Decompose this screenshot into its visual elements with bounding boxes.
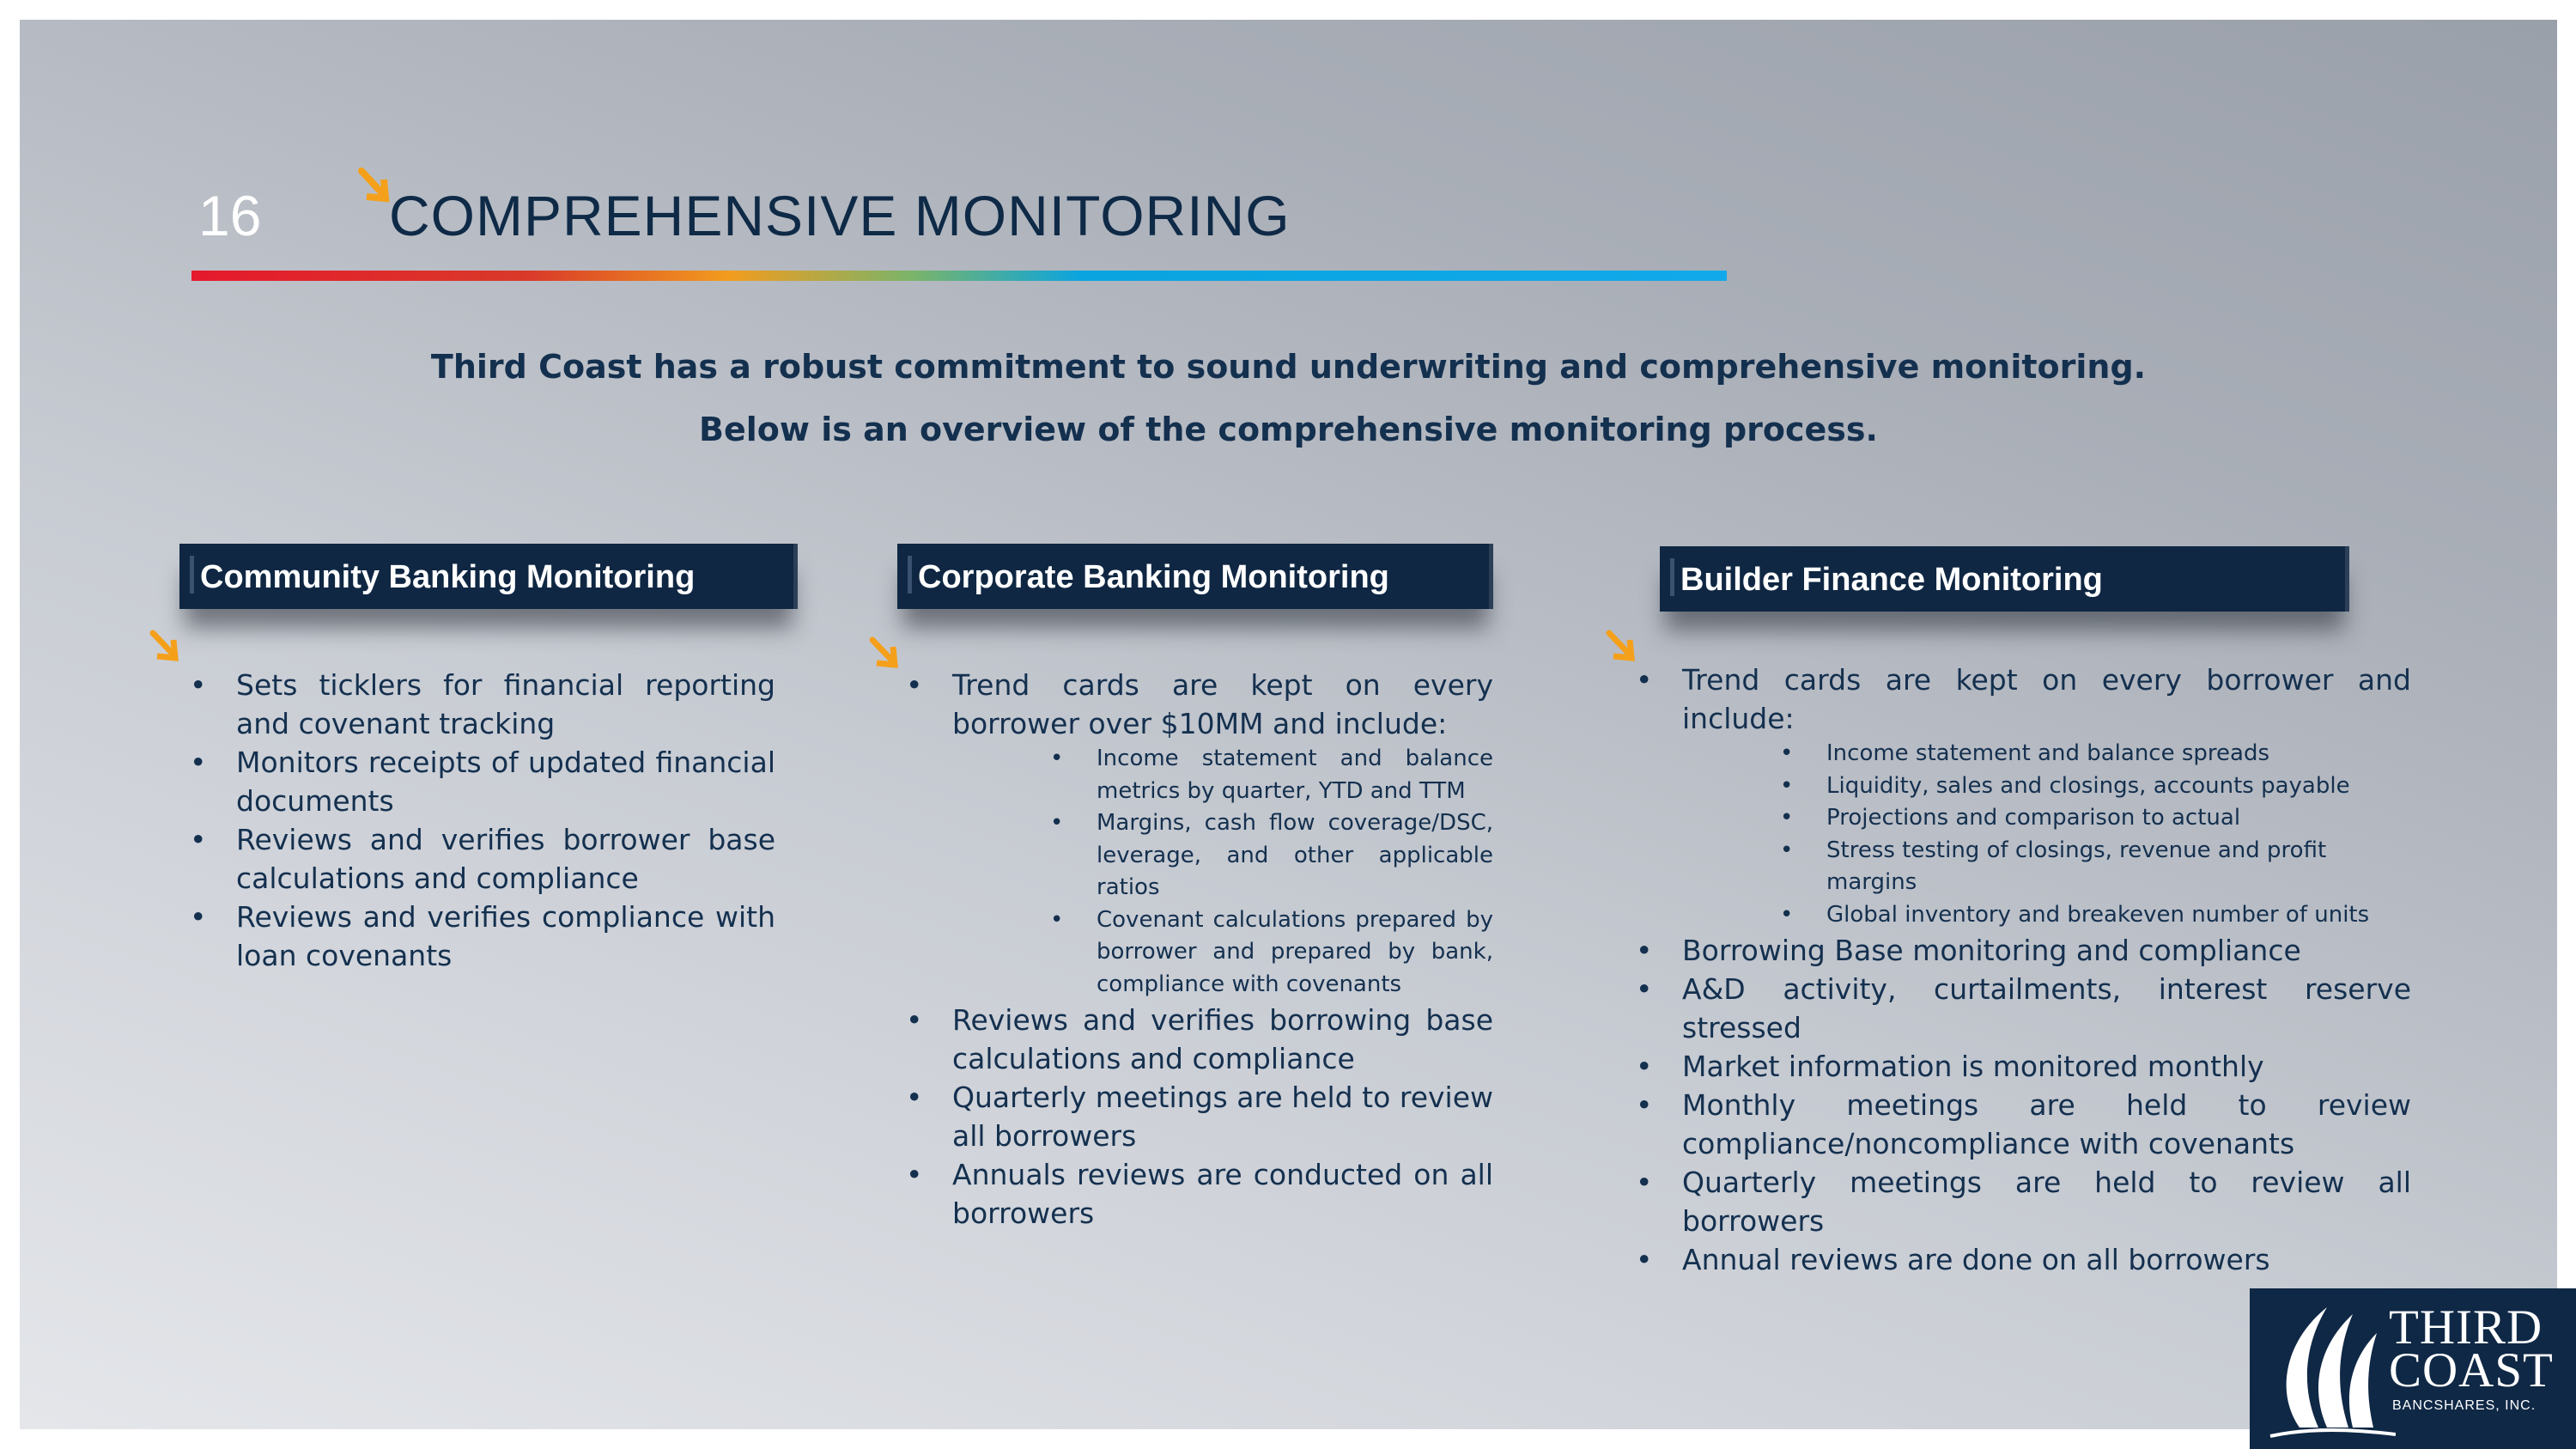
list-item (1634, 661, 2411, 931)
list-item (904, 666, 1493, 1001)
sub-list-item: • Projections and comparison to actual (1778, 802, 2411, 835)
logo-text-bancshares: BANCSHARES, INC. (2392, 1398, 2537, 1413)
builder-finance-list (1634, 661, 2411, 1279)
intro-line-2: Below is an overview of the comprehensive monitoring process. (699, 411, 1878, 448)
list-item-text: Trend cards are kept on every borrower over $10MM and include: (952, 668, 1493, 740)
builder-finance-header: Builder Finance Monitoring (1660, 546, 2349, 612)
sub-list-item: • Income statement and balance spreads (1778, 738, 2411, 770)
list-item: • Reviews and verifies borrower base calculations and compliance (188, 820, 775, 898)
list-item: • Monitors receipts of updated financial documents (188, 743, 775, 820)
community-banking-header: Community Banking Monitoring (179, 544, 798, 609)
orange-arrow-icon (868, 636, 902, 674)
intro-line-1: Third Coast has a robust commitment to sound underwriting and comprehensive monitoring. (430, 348, 2147, 386)
list-item: • Monthly meetings are held to review compliance/noncompliance with covenants (1634, 1086, 2411, 1163)
list-item-text: Trend cards are kept on every borrower and include: (1682, 663, 2411, 735)
list-item: • Sets ticklers for financial reporting and covenant tracking (188, 666, 775, 743)
slide (20, 20, 2557, 1429)
sail-logo-icon (2267, 1299, 2396, 1443)
sub-list-item: • Covenant calculations prepared by borrower and prepared by bank, compliance with covenants (1048, 904, 1493, 1002)
list-item: • Quarterly meetings are held to review all borrowers (904, 1078, 1493, 1155)
list-item: • Reviews and verifies compliance with loan covenants (188, 898, 775, 975)
list-item: • A&D activity, curtailments, interest reserve stressed (1634, 970, 2411, 1047)
sub-list (1778, 738, 2411, 931)
page-number: 16 (198, 184, 262, 247)
sub-list-item: • Global inventory and breakeven number of units (1778, 899, 2411, 932)
sub-list-item: • Stress testing of closings, revenue and profit margins (1778, 835, 2411, 899)
sub-list-item: • Margins, cash flow coverage/DSC, leverage, and other applicable ratios (1048, 807, 1493, 904)
orange-arrow-icon (149, 630, 183, 667)
list-item: • Market information is monitored monthly (1634, 1047, 2411, 1086)
title-gradient-rule (191, 271, 1727, 281)
company-logo (2250, 1288, 2576, 1449)
sub-list-item: • Income statement and balance metrics by quarter, YTD and TTM (1048, 743, 1493, 807)
list-item: • Annual reviews are done on all borrowers (1634, 1240, 2411, 1279)
page-title: COMPREHENSIVE MONITORING (389, 184, 1291, 247)
sub-list (1048, 743, 1493, 1001)
corporate-banking-list (904, 666, 1493, 1233)
list-item: • Quarterly meetings are held to review all borrowers (1634, 1163, 2411, 1240)
list-item: • Annuals reviews are conducted on all borrowers (904, 1155, 1493, 1233)
community-banking-list (188, 666, 775, 975)
list-item: • Borrowing Base monitoring and compliance (1634, 931, 2411, 970)
corporate-banking-header: Corporate Banking Monitoring (897, 544, 1493, 609)
logo-text-third: THIRD (2389, 1300, 2543, 1355)
list-item: • Reviews and verifies borrowing base calculations and compliance (904, 1001, 1493, 1078)
sub-list-item: • Liquidity, sales and closings, accounts payable (1778, 770, 2411, 803)
logo-text-coast: COAST (2389, 1343, 2554, 1397)
